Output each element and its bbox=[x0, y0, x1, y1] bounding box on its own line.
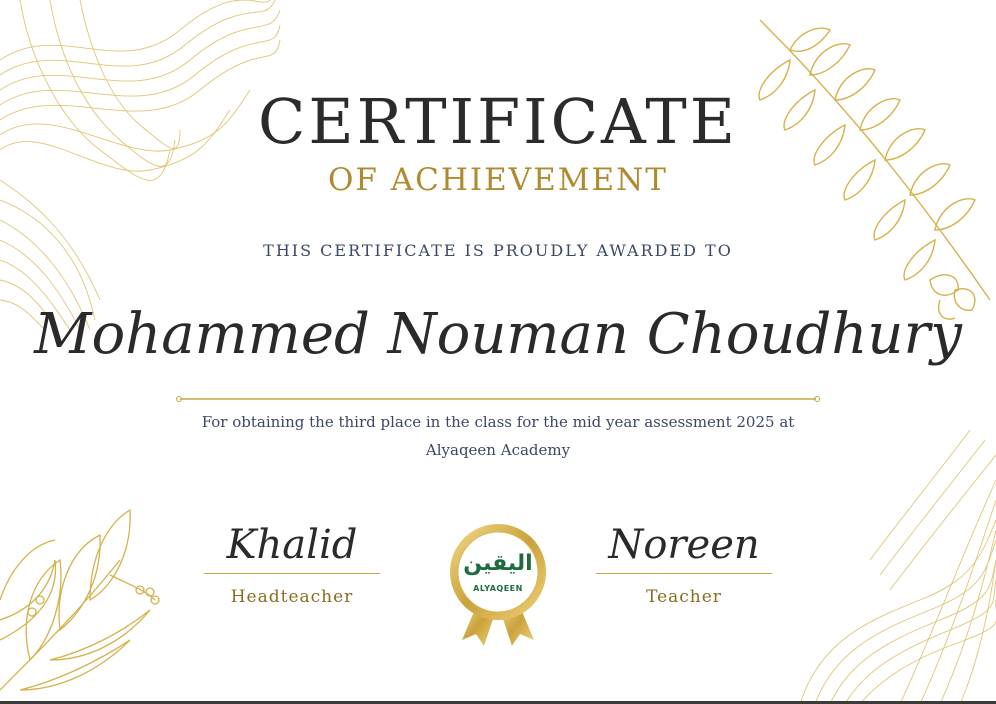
awarded-to-text: THIS CERTIFICATE IS PROUDLY AWARDED TO bbox=[263, 241, 733, 260]
certificate-subtitle: OF ACHIEVEMENT bbox=[328, 162, 668, 198]
headteacher-signature-line bbox=[204, 573, 380, 574]
name-underline bbox=[176, 396, 820, 402]
recipient-name: Mohammed Nouman Choudhury bbox=[34, 302, 962, 367]
headteacher-role: Headteacher bbox=[230, 587, 354, 607]
teacher-signature-line bbox=[596, 573, 772, 574]
achievement-reason: For obtaining the third place in the class for the mid year assessment 2025 at Alyaqeen Academy bbox=[201, 413, 795, 459]
headteacher-signature: Khalid bbox=[226, 522, 358, 568]
certificate-title: CERTIFICATE bbox=[257, 85, 739, 158]
teacher-signature: Noreen bbox=[608, 522, 760, 568]
teacher-role: Teacher bbox=[646, 587, 722, 607]
seal-logo-arabic: اليقين bbox=[463, 551, 533, 576]
seal-logo-text: ALYAQEEN bbox=[473, 584, 523, 593]
